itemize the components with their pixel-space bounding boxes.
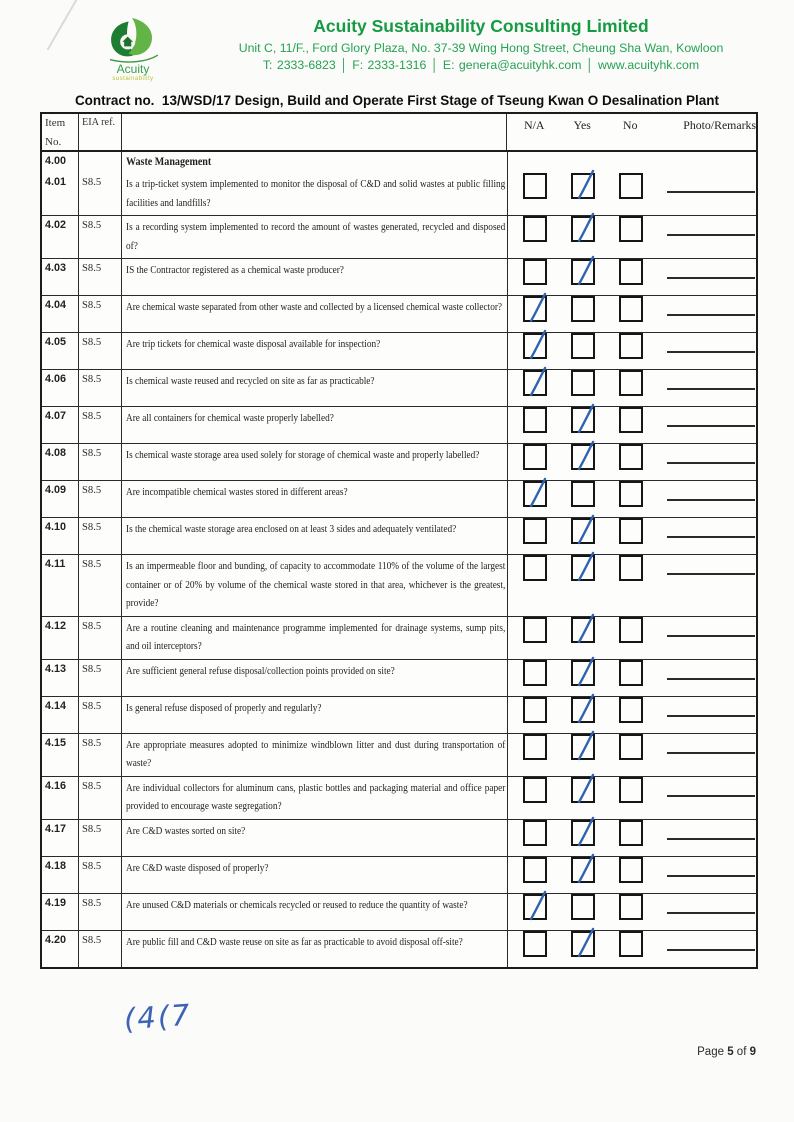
eia-ref: S8.5 (79, 820, 122, 856)
remarks-line (667, 351, 755, 353)
checklist-row (42, 696, 756, 733)
section-answer-cell (508, 152, 756, 173)
tick-mark (573, 261, 597, 287)
question-text: Are all containers for chemical waste properly labelled? (126, 412, 334, 424)
header-no-label: No. (45, 136, 62, 148)
na-checkbox (523, 296, 547, 322)
remarks-line (667, 715, 755, 717)
eia-ref: S8.5 (79, 660, 122, 696)
checklist-row (42, 856, 756, 893)
no-checkbox (619, 617, 643, 643)
na-checkbox (523, 820, 547, 846)
header-no: No (623, 118, 638, 132)
question-text: Are sufficient general refuse disposal/collection points provided on site? (126, 664, 395, 677)
no-checkbox (619, 555, 643, 581)
item-number: 4.17 (42, 820, 79, 856)
company-name: Acuity Sustainability Consulting Limited (313, 16, 649, 36)
answer-cell (508, 481, 756, 517)
na-checkbox (523, 931, 547, 957)
tick-mark (573, 409, 597, 435)
no-checkbox (619, 296, 643, 322)
na-checkbox (523, 857, 547, 883)
tick-mark (573, 557, 597, 583)
answer-cell (508, 555, 756, 616)
item-number: 4.08 (42, 444, 79, 480)
remarks-line (667, 949, 755, 951)
question-text: Is a trip-ticket system implemented to monitor the disposal of C&D and solid wastes at public filling facilities and landfills? (126, 178, 506, 209)
question-text: Are C&D waste disposed of properly? (126, 861, 269, 874)
item-number: 4.15 (42, 734, 79, 776)
yes-checkbox (571, 894, 595, 920)
na-checkbox (523, 777, 547, 803)
yes-checkbox (571, 555, 595, 581)
question-text: Are appropriate measures adopted to minimize windblown litter and dust during transportation of waste? (126, 738, 506, 769)
leaf-logo-icon (102, 16, 164, 66)
checklist-row (42, 215, 756, 258)
item-number: 4.07 (42, 407, 79, 443)
no-checkbox (619, 931, 643, 957)
yes-checkbox (571, 216, 595, 242)
eia-ref: S8.5 (79, 370, 122, 406)
item-number: 4.13 (42, 660, 79, 696)
question-text: Are C&D wastes sorted on site? (126, 824, 246, 837)
no-checkbox (619, 857, 643, 883)
answer-cell (508, 259, 756, 295)
question-text: Are unused C&D materials or chemicals recycled or reused to reduce the quantity of waste? (126, 898, 468, 911)
yes-checkbox (571, 407, 595, 433)
answer-cell (508, 444, 756, 480)
item-number: 4.02 (42, 216, 79, 258)
eia-ref: S8.5 (79, 518, 122, 554)
answer-cell (508, 820, 756, 856)
yes-checkbox (571, 333, 595, 359)
section-header-row (42, 152, 756, 173)
tick-mark (573, 662, 597, 688)
item-number: 4.10 (42, 518, 79, 554)
checklist-row (42, 369, 756, 406)
item-number: 4.05 (42, 333, 79, 369)
question-text: Are incompatible chemical wastes stored in different areas? (126, 486, 348, 498)
tick-mark (573, 520, 597, 546)
header-yes: Yes (573, 118, 591, 132)
page-number (697, 1046, 756, 1058)
checklist-row (42, 443, 756, 480)
no-checkbox (619, 820, 643, 846)
tick-mark (573, 859, 597, 885)
yes-checkbox (571, 660, 595, 686)
no-checkbox (619, 518, 643, 544)
no-checkbox (619, 894, 643, 920)
item-number: 4.09 (42, 481, 79, 517)
question-text: Is chemical waste storage area used solely for storage of chemical waste and properly labelled? (126, 449, 480, 461)
yes-checkbox (571, 931, 595, 957)
table-header-row (42, 114, 756, 152)
answer-cell (508, 617, 756, 659)
logo-tagline: sustainability (112, 76, 154, 82)
question-text: Is chemical waste reused and recycled on site as far as practicable? (126, 375, 375, 387)
tick-mark (525, 896, 549, 922)
eia-ref: S8.5 (79, 931, 122, 967)
checklist-row (42, 733, 756, 776)
yes-checkbox (571, 734, 595, 760)
na-checkbox (523, 734, 547, 760)
tick-mark (573, 779, 597, 805)
item-number: 4.12 (42, 617, 79, 659)
answer-cell (508, 697, 756, 733)
checklist-row (42, 893, 756, 930)
checklist-row (42, 776, 756, 819)
item-number: 4.01 (42, 173, 79, 215)
header-item-label: Item (45, 117, 66, 129)
answer-cell (508, 660, 756, 696)
na-checkbox (523, 617, 547, 643)
remarks-line (667, 536, 755, 538)
tick-mark (525, 335, 549, 361)
checklist-row (42, 554, 756, 616)
question-text: Is general refuse disposed of properly and regularly? (126, 701, 322, 714)
tick-mark (573, 175, 597, 201)
na-checkbox (523, 173, 547, 199)
tick-mark (573, 933, 597, 959)
remarks-line (667, 277, 755, 279)
eia-ref: S8.5 (79, 407, 122, 443)
tick-mark (573, 446, 597, 472)
no-checkbox (619, 697, 643, 723)
na-checkbox (523, 660, 547, 686)
remarks-line (667, 912, 755, 914)
eia-ref: S8.5 (79, 259, 122, 295)
header-item-no (42, 114, 79, 150)
answer-cell (508, 173, 756, 215)
handwritten-note: (4(7 (122, 997, 193, 1037)
page-total: 9 (749, 1046, 756, 1058)
no-checkbox (619, 660, 643, 686)
header-question-column (122, 114, 507, 150)
answer-cell (508, 857, 756, 893)
item-number: 4.16 (42, 777, 79, 819)
remarks-line (667, 795, 755, 797)
page-current: 5 (727, 1046, 734, 1058)
eia-ref: S8.5 (79, 617, 122, 659)
no-checkbox (619, 481, 643, 507)
remarks-line (667, 573, 755, 575)
question-text: Is the chemical waste storage area enclosed on at least 3 sides and adequately ventilated? (126, 523, 457, 535)
section-item-number: 4.00 (42, 152, 79, 173)
na-checkbox (523, 407, 547, 433)
remarks-line (667, 752, 755, 754)
item-number: 4.06 (42, 370, 79, 406)
remarks-line (667, 635, 755, 637)
answer-cell (508, 216, 756, 258)
checklist-row (42, 659, 756, 696)
letterhead-text (205, 16, 757, 72)
yes-checkbox (571, 173, 595, 199)
remarks-line (667, 388, 755, 390)
header-answers (507, 114, 756, 150)
checklist-row (42, 295, 756, 332)
yes-checkbox (571, 444, 595, 470)
eia-ref: S8.5 (79, 333, 122, 369)
yes-checkbox (571, 617, 595, 643)
item-number: 4.14 (42, 697, 79, 733)
item-number: 4.11 (42, 555, 79, 616)
na-checkbox (523, 697, 547, 723)
remarks-line (667, 462, 755, 464)
yes-checkbox (571, 697, 595, 723)
answer-cell (508, 370, 756, 406)
item-number: 4.19 (42, 894, 79, 930)
question-text: Is an impermeable floor and bunding, of capacity to accommodate 110% of the volume of the largest container or of 20% by volume of the chemical waste stored in that area, whichever is the greatest, provide? (126, 560, 506, 609)
eia-ref: S8.5 (79, 734, 122, 776)
tick-mark (573, 822, 597, 848)
eia-ref: S8.5 (79, 894, 122, 930)
header-photo-remarks: Photo/Remarks (683, 118, 757, 132)
no-checkbox (619, 216, 643, 242)
yes-checkbox (571, 481, 595, 507)
na-checkbox (523, 259, 547, 285)
remarks-line (667, 499, 755, 501)
na-checkbox (523, 370, 547, 396)
yes-checkbox (571, 518, 595, 544)
na-checkbox (523, 894, 547, 920)
eia-ref: S8.5 (79, 857, 122, 893)
item-number: 4.03 (42, 259, 79, 295)
eia-ref: S8.5 (79, 555, 122, 616)
yes-checkbox (571, 259, 595, 285)
eia-ref: S8.5 (79, 444, 122, 480)
na-checkbox (523, 333, 547, 359)
no-checkbox (619, 333, 643, 359)
header-eia-ref: EIA ref. (79, 114, 122, 150)
answer-cell (508, 931, 756, 967)
eia-ref: S8.5 (79, 481, 122, 517)
letterhead (0, 14, 794, 88)
remarks-line (667, 678, 755, 680)
remarks-line (667, 838, 755, 840)
page-of: of (736, 1046, 747, 1058)
remarks-line (667, 314, 755, 316)
question-text: Is a recording system implemented to record the amount of wastes generated, recycled and disposed of? (126, 221, 506, 252)
tick-mark (573, 619, 597, 645)
question-text: Are individual collectors for aluminum cans, plastic bottles and packaging material and office paper provided to encourage waste segregation? (126, 781, 506, 812)
yes-checkbox (571, 777, 595, 803)
na-checkbox (523, 555, 547, 581)
checklist-table (40, 112, 758, 969)
header-na: N/A (524, 118, 545, 132)
checklist-row (42, 332, 756, 369)
company-address: Unit C, 11/F., Ford Glory Plaza, No. 37-39 Wing Hong Street, Cheung Sha Wan, Kowloon (238, 41, 724, 55)
tick-mark (525, 298, 549, 324)
eia-ref: S8.5 (79, 777, 122, 819)
eia-ref: S8.5 (79, 296, 122, 332)
eia-ref: S8.5 (79, 173, 122, 215)
no-checkbox (619, 370, 643, 396)
answer-cell (508, 333, 756, 369)
yes-checkbox (571, 857, 595, 883)
yes-checkbox (571, 820, 595, 846)
na-checkbox (523, 444, 547, 470)
remarks-line (667, 234, 755, 236)
no-checkbox (619, 407, 643, 433)
remarks-line (667, 875, 755, 877)
item-number: 4.20 (42, 931, 79, 967)
question-text: Are public fill and C&D waste reuse on site as far as practicable to avoid disposal off-site? (126, 935, 463, 948)
tick-mark (525, 372, 549, 398)
remarks-line (667, 425, 755, 427)
answer-cell (508, 894, 756, 930)
answer-cell (508, 777, 756, 819)
na-checkbox (523, 518, 547, 544)
no-checkbox (619, 173, 643, 199)
item-number: 4.18 (42, 857, 79, 893)
question-text: Are trip tickets for chemical waste disposal available for inspection? (126, 338, 381, 350)
checklist-row (42, 480, 756, 517)
checklist-row (42, 616, 756, 659)
na-checkbox (523, 481, 547, 507)
remarks-line (667, 191, 755, 193)
tick-mark (573, 736, 597, 762)
checklist-row (42, 173, 756, 215)
question-text: Are a routine cleaning and maintenance programme implemented for drainage systems, sump pits, and oil interceptors? (126, 621, 506, 652)
no-checkbox (619, 259, 643, 285)
company-logo (90, 16, 176, 82)
yes-checkbox (571, 370, 595, 396)
logo-wordmark: Acuity (116, 62, 150, 76)
answer-cell (508, 518, 756, 554)
eia-ref: S8.5 (79, 697, 122, 733)
yes-checkbox (571, 296, 595, 322)
tick-mark (573, 699, 597, 725)
contract-title: Contract no. 13/WSD/17 Design, Build and Operate First Stage of Tseung Kwan O Desalination Plant (74, 93, 720, 108)
section-title-text: Waste Management (126, 155, 212, 168)
question-text: Are chemical waste separated from other waste and collected by a licensed chemical waste collector? (126, 301, 503, 313)
checklist-rows (42, 173, 756, 967)
question-text: IS the Contractor registered as a chemical waste producer? (126, 264, 344, 276)
item-number: 4.04 (42, 296, 79, 332)
tick-mark (525, 483, 549, 509)
checklist-row (42, 930, 756, 967)
eia-ref: S8.5 (79, 216, 122, 258)
no-checkbox (619, 444, 643, 470)
page-prefix: Page (697, 1046, 724, 1058)
section-eia-ref (79, 152, 122, 173)
company-contact: T: 2333-6823 │ F: 2333-1316 │ E: genera@acuityhk.com │ www.acuityhk.com (262, 58, 700, 72)
answer-cell (508, 734, 756, 776)
na-checkbox (523, 216, 547, 242)
checklist-row (42, 406, 756, 443)
no-checkbox (619, 734, 643, 760)
answer-cell (508, 296, 756, 332)
checklist-row (42, 819, 756, 856)
answer-cell (508, 407, 756, 443)
checklist-row (42, 258, 756, 295)
checklist-row (42, 517, 756, 554)
tick-mark (573, 218, 597, 244)
no-checkbox (619, 777, 643, 803)
